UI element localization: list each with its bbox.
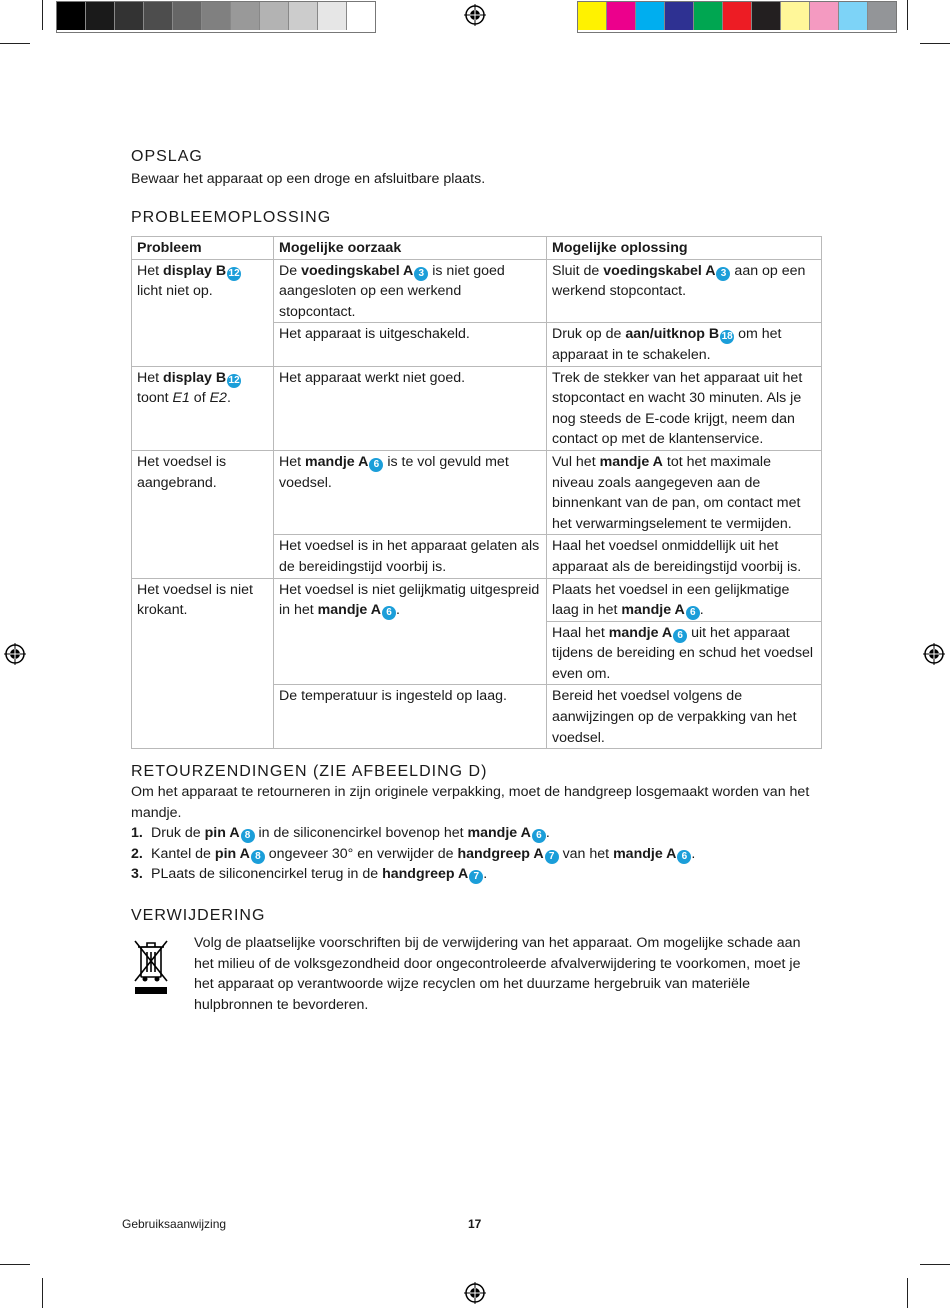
color-swatch — [231, 2, 260, 30]
part-number-badge: 6 — [686, 606, 700, 620]
solution-cell: Sluit de voedingskabel A 3 aan op een werkend stopcontact. — [547, 259, 822, 323]
section-disposal — [131, 906, 821, 1015]
color-swatch — [115, 2, 144, 30]
color-swatch — [578, 2, 607, 30]
crop-mark — [42, 0, 43, 30]
color-swatch — [868, 2, 896, 30]
color-swatch — [318, 2, 347, 30]
part-number-badge: 8 — [251, 850, 265, 864]
color-swatch — [86, 2, 115, 30]
registration-mark-icon — [464, 4, 486, 26]
color-swatch — [202, 2, 231, 30]
registration-mark-icon — [464, 1282, 486, 1304]
solution-cell: Bereid het voedsel volgens de aanwijzingen op de verpakking van het voedsel. — [547, 685, 822, 749]
part-number-badge: 7 — [469, 870, 483, 884]
list-item: 1. Druk de pin A 8 in de siliconencirkel bovenop het mandje A 6 . — [131, 825, 550, 842]
cause-cell: Het voedsel is in het apparaat gelaten als de bereidingstijd voorbij is. — [274, 535, 547, 578]
color-swatch — [260, 2, 289, 30]
color-swatch — [694, 2, 723, 30]
section-title: VERWIJDERING — [131, 907, 266, 924]
problem-cell: Het display B 12 toont E1 of E2. — [132, 366, 274, 450]
section-troubleshooting — [131, 208, 821, 749]
troubleshooting-table — [131, 236, 822, 749]
color-swatch — [810, 2, 839, 30]
footer-label: Gebruiksaanwijzing — [122, 1217, 227, 1231]
table-header-row — [132, 237, 822, 260]
column-header: Mogelijke oplossing — [547, 237, 822, 260]
part-number-badge: 6 — [673, 629, 687, 643]
part-number-badge: 8 — [241, 829, 255, 843]
disposal-text: Volg de plaatselijke voorschriften bij de verwijdering van het apparaat. Om mogelijke schade aan het milieu of de volksgezondheid door ongecontroleerde afvalverwijdering te voorkomen, moet je het apparaat op verantwoorde wijze recyclen om het duurzame hergebruik van materiële hulpbronnen te bevorderen. — [194, 935, 801, 1013]
section-text: Bewaar het apparaat op een droge en afsluitbare plaats. — [131, 171, 486, 187]
cause-cell: Het apparaat werkt niet goed. — [274, 366, 547, 450]
section-title: RETOURZENDINGEN (ZIE AFBEELDING D) — [131, 763, 488, 780]
page-number: 17 — [468, 1217, 482, 1231]
color-swatch — [839, 2, 868, 30]
weee-crossed-bin-icon — [131, 933, 194, 1015]
cause-cell: De voedingskabel A 3 is niet goed aangesloten op een werkend stopcontact. — [274, 259, 547, 323]
color-swatch — [607, 2, 636, 30]
part-number-badge: 12 — [228, 374, 240, 386]
part-number-badge: 3 — [414, 267, 428, 281]
column-header: Probleem — [132, 237, 274, 260]
table-row — [132, 259, 822, 323]
cause-cell: Het voedsel is niet gelijkmatig uitgespreid in het mandje A 6 . — [274, 578, 547, 685]
cause-cell: De temperatuur is ingesteld op laag. — [274, 685, 547, 749]
color-swatch — [144, 2, 173, 30]
column-header: Mogelijke oorzaak — [274, 237, 547, 260]
part-number-badge: 6 — [382, 606, 396, 620]
list-item: 2. Kantel de pin A 8 ongeveer 30° en verwijder de handgreep A 7 van het mandje A 6 . — [131, 845, 696, 862]
part-number-badge: 6 — [532, 829, 546, 843]
cause-cell: Het mandje A 6 is te vol gevuld met voedsel. — [274, 450, 547, 534]
steps-list — [131, 823, 821, 885]
color-swatch — [723, 2, 752, 30]
crop-mark — [920, 1264, 950, 1265]
cause-cell: Het apparaat is uitgeschakeld. — [274, 323, 547, 366]
color-swatch — [665, 2, 694, 30]
section-opslag — [131, 147, 821, 190]
crop-mark — [0, 1264, 30, 1265]
part-number-badge: 7 — [545, 850, 559, 864]
part-number-badge: 3 — [716, 267, 730, 281]
crop-mark — [920, 43, 950, 44]
part-number-badge: 18 — [721, 331, 733, 343]
part-number-badge: 6 — [677, 850, 691, 864]
section-returns — [131, 762, 821, 885]
crop-mark — [0, 43, 30, 44]
section-title: PROBLEEMOPLOSSING — [131, 209, 332, 226]
section-text: Om het apparaat te retourneren in zijn originele verpakking, moet de handgreep losgemaakt worden van het mandje. — [131, 784, 810, 821]
color-swatch — [347, 2, 375, 30]
problem-cell: Het voedsel is niet krokant. — [132, 578, 274, 749]
table-row — [132, 450, 822, 534]
problem-cell: Het voedsel is aangebrand. — [132, 450, 274, 578]
solution-cell: Vul het mandje A tot het maximale niveau zoals aangegeven aan de binnenkant van de pan, om contact met het verwarmingselement te vermijden. — [547, 450, 822, 534]
color-swatch — [173, 2, 202, 30]
solution-cell: Trek de stekker van het apparaat uit het stopcontact en wacht 30 minuten. Als je nog steeds de E-code krijgt, neem dan contact op met de klantenservice. — [547, 366, 822, 450]
part-number-badge: 12 — [228, 267, 240, 279]
solution-cell: Druk op de aan/uitknop B 18 om het apparaat in te schakelen. — [547, 323, 822, 366]
table-row — [132, 366, 822, 450]
registration-mark-icon — [4, 643, 26, 665]
crop-mark — [42, 1278, 43, 1308]
table-row — [132, 578, 822, 621]
registration-mark-icon — [923, 643, 945, 665]
color-swatches-grayscale — [56, 1, 376, 33]
solution-cell: Haal het voedsel onmiddellijk uit het apparaat als de bereidingstijd voorbij is. — [547, 535, 822, 578]
color-swatch — [57, 2, 86, 30]
solution-cell: Plaats het voedsel in een gelijkmatige laag in het mandje A 6 . — [547, 578, 822, 621]
color-swatch — [636, 2, 665, 30]
solution-cell: Haal het mandje A 6 uit het apparaat tijdens de bereiding en schud het voedsel even om. — [547, 621, 822, 685]
color-swatch — [289, 2, 318, 30]
color-swatch — [781, 2, 810, 30]
section-title: OPSLAG — [131, 148, 203, 165]
problem-cell: Het display B 12 licht niet op. — [132, 259, 274, 366]
list-item: 3. PLaats de siliconencirkel terug in de handgreep A 7 . — [131, 866, 488, 883]
color-swatches-process — [577, 1, 897, 33]
crop-mark — [907, 1278, 908, 1308]
crop-mark — [907, 0, 908, 30]
part-number-badge: 6 — [369, 458, 383, 472]
color-swatch — [752, 2, 781, 30]
